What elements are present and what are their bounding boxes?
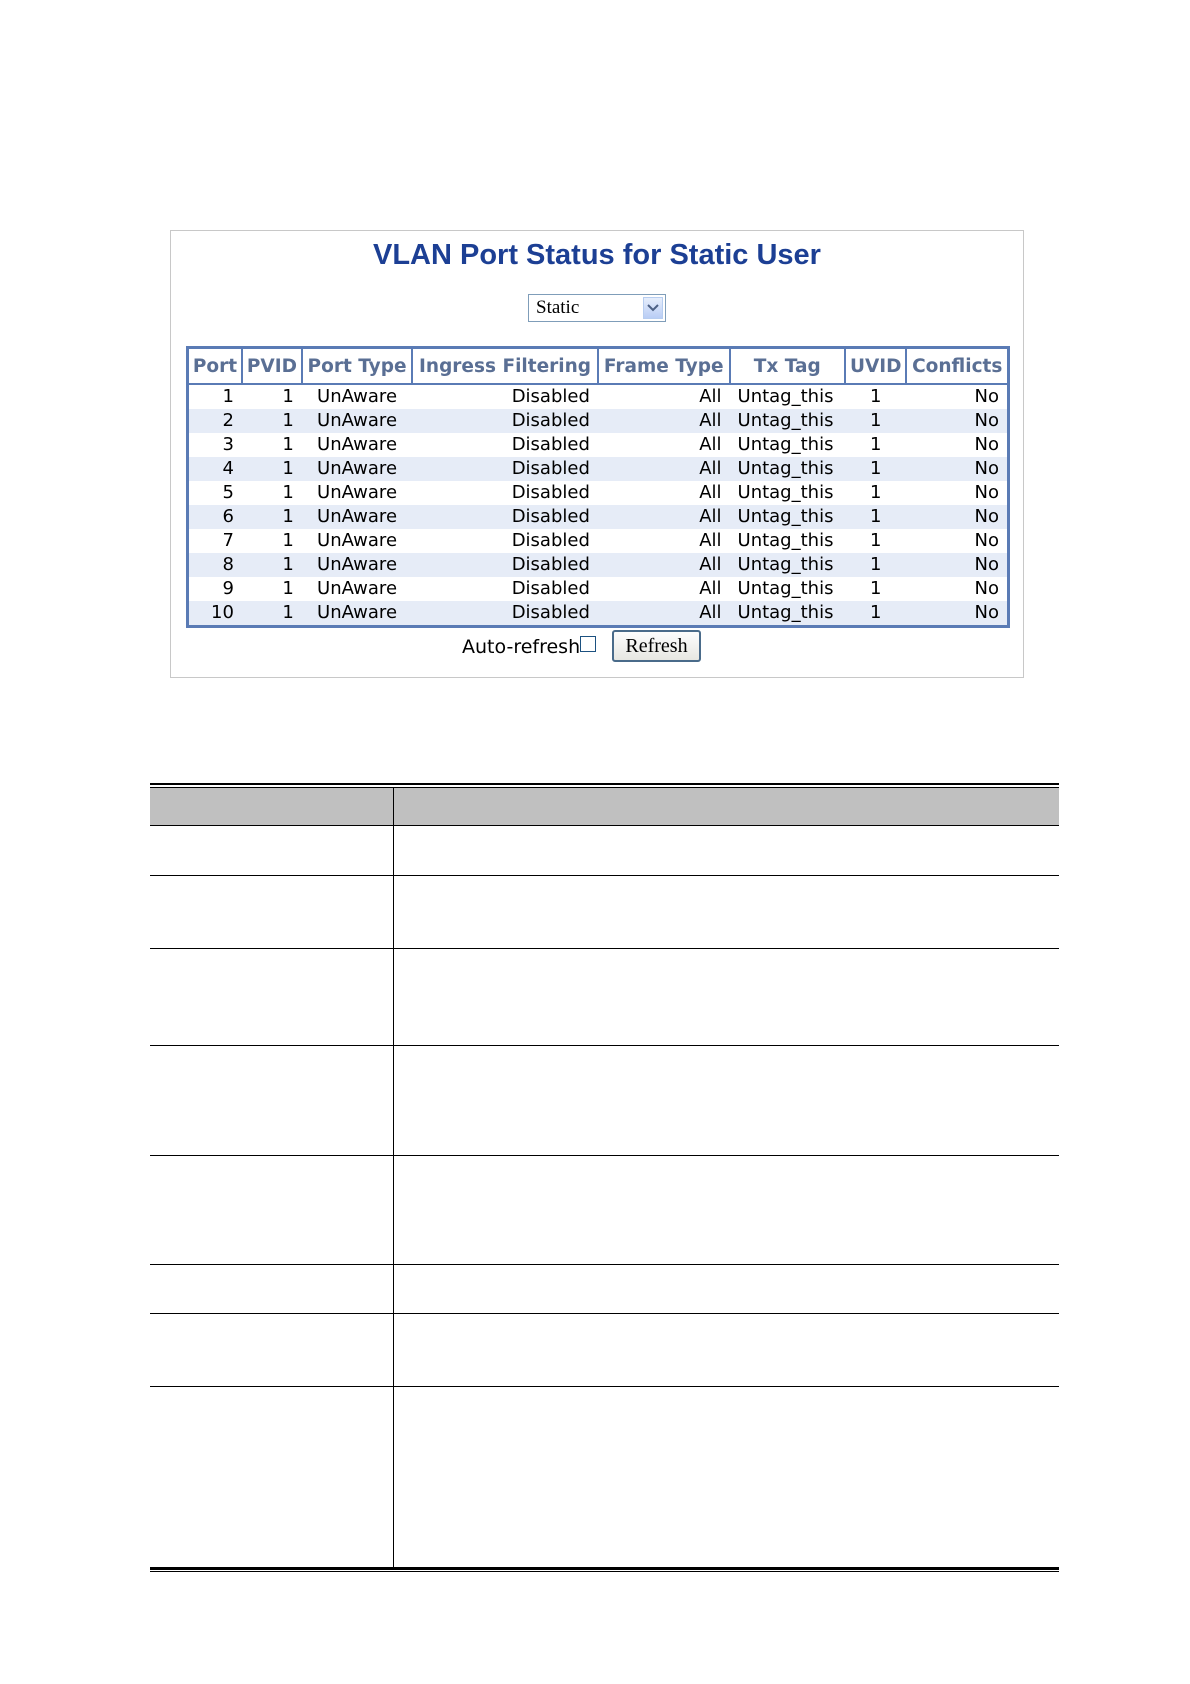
cell-frame: All: [598, 505, 730, 529]
cell-tx: Untag_this: [730, 577, 845, 601]
col-tx-tag: Tx Tag: [730, 348, 845, 385]
table-row: [150, 1265, 1059, 1314]
cell-port: 2: [188, 409, 242, 433]
cell-port: 7: [188, 529, 242, 553]
col-pvid: PVID: [242, 348, 302, 385]
cell-ingr: Disabled: [412, 433, 598, 457]
cell-tx: Untag_this: [730, 505, 845, 529]
cell-ingr: Disabled: [412, 529, 598, 553]
col-uvid: UVID: [845, 348, 906, 385]
table-row: [150, 1156, 1059, 1265]
cell-pvid: 1: [242, 529, 302, 553]
desc-table-cell: [150, 788, 394, 825]
cell-pvid: 1: [242, 409, 302, 433]
cell-frame: All: [598, 481, 730, 505]
col-ingress-filtering: Ingress Filtering: [412, 348, 598, 385]
cell-conf: No: [906, 433, 1008, 457]
cell-uvid: 1: [845, 409, 906, 433]
cell-conf: No: [906, 601, 1008, 627]
table-row: [188, 481, 1009, 505]
cell-uvid: 1: [845, 433, 906, 457]
cell-port: 3: [188, 433, 242, 457]
cell-uvid: 1: [845, 601, 906, 627]
desc-table-cell: [150, 1156, 394, 1264]
cell-type: UnAware: [302, 553, 412, 577]
cell-uvid: 1: [845, 529, 906, 553]
cell-ingr: Disabled: [412, 577, 598, 601]
cell-port: 10: [188, 601, 242, 627]
cell-type: UnAware: [302, 529, 412, 553]
cell-tx: Untag_this: [730, 457, 845, 481]
cell-pvid: 1: [242, 577, 302, 601]
desc-table-cell: [150, 949, 394, 1045]
cell-type: UnAware: [302, 481, 412, 505]
cell-pvid: 1: [242, 457, 302, 481]
cell-frame: All: [598, 384, 730, 409]
cell-frame: All: [598, 457, 730, 481]
cell-conf: No: [906, 505, 1008, 529]
cell-type: UnAware: [302, 433, 412, 457]
table-row: [188, 505, 1009, 529]
cell-uvid: 1: [845, 577, 906, 601]
cell-port: 9: [188, 577, 242, 601]
table-header-row: [188, 348, 1009, 385]
cell-conf: No: [906, 481, 1008, 505]
cell-tx: Untag_this: [730, 529, 845, 553]
table-row: [188, 553, 1009, 577]
cell-type: UnAware: [302, 384, 412, 409]
cell-tx: Untag_this: [730, 433, 845, 457]
cell-type: UnAware: [302, 577, 412, 601]
table-row: [188, 529, 1009, 553]
cell-port: 8: [188, 553, 242, 577]
cell-frame: All: [598, 529, 730, 553]
desc-table-header: [150, 788, 1059, 826]
col-frame-type: Frame Type: [598, 348, 730, 385]
col-conflicts: Conflicts: [906, 348, 1008, 385]
cell-ingr: Disabled: [412, 481, 598, 505]
user-type-select[interactable]: [528, 294, 666, 322]
table-row: [188, 384, 1009, 409]
cell-uvid: 1: [845, 505, 906, 529]
cell-pvid: 1: [242, 433, 302, 457]
table-row: [188, 409, 1009, 433]
cell-conf: No: [906, 457, 1008, 481]
cell-frame: All: [598, 601, 730, 627]
refresh-bar: [171, 630, 1023, 666]
table-row: [150, 876, 1059, 949]
cell-type: UnAware: [302, 457, 412, 481]
cell-pvid: 1: [242, 481, 302, 505]
cell-pvid: 1: [242, 384, 302, 409]
cell-uvid: 1: [845, 553, 906, 577]
cell-uvid: 1: [845, 384, 906, 409]
table-row: [150, 826, 1059, 876]
user-type-select-value: Static: [536, 297, 580, 318]
cell-frame: All: [598, 577, 730, 601]
auto-refresh-checkbox[interactable]: [580, 636, 596, 652]
cell-port: 4: [188, 457, 242, 481]
cell-frame: All: [598, 553, 730, 577]
cell-conf: No: [906, 553, 1008, 577]
description-table: [150, 788, 1059, 1567]
cell-tx: Untag_this: [730, 481, 845, 505]
desc-table-cell: [150, 1046, 394, 1155]
cell-type: UnAware: [302, 409, 412, 433]
cell-ingr: Disabled: [412, 384, 598, 409]
cell-tx: Untag_this: [730, 553, 845, 577]
cell-tx: Untag_this: [730, 601, 845, 627]
desc-table-cell: [150, 826, 394, 875]
table-row: [188, 433, 1009, 457]
cell-pvid: 1: [242, 553, 302, 577]
auto-refresh-label: Auto-refresh: [462, 636, 581, 658]
cell-frame: All: [598, 433, 730, 457]
page-title: VLAN Port Status for Static User: [373, 239, 821, 271]
cell-ingr: Disabled: [412, 409, 598, 433]
table-row: [150, 1046, 1059, 1156]
cell-type: UnAware: [302, 601, 412, 627]
cell-pvid: 1: [242, 505, 302, 529]
table-row: [188, 601, 1009, 627]
desc-table-cell: [150, 1265, 394, 1313]
table-row: [150, 949, 1059, 1046]
desc-table-cell: [150, 876, 394, 948]
cell-uvid: 1: [845, 457, 906, 481]
cell-port: 1: [188, 384, 242, 409]
cell-uvid: 1: [845, 481, 906, 505]
chevron-down-icon[interactable]: [643, 297, 663, 319]
cell-conf: No: [906, 529, 1008, 553]
vlan-port-status-table: [186, 346, 1010, 628]
cell-conf: No: [906, 384, 1008, 409]
col-port: Port: [188, 348, 242, 385]
cell-ingr: Disabled: [412, 505, 598, 529]
cell-conf: No: [906, 577, 1008, 601]
desc-table-bottom-border: [150, 1567, 1059, 1572]
cell-frame: All: [598, 409, 730, 433]
vlan-port-status-panel: [170, 230, 1024, 678]
refresh-button[interactable]: Refresh: [612, 630, 701, 662]
cell-tx: Untag_this: [730, 384, 845, 409]
table-row: [150, 1314, 1059, 1387]
cell-pvid: 1: [242, 601, 302, 627]
cell-conf: No: [906, 409, 1008, 433]
cell-port: 6: [188, 505, 242, 529]
table-row: [188, 577, 1009, 601]
cell-port: 5: [188, 481, 242, 505]
table-row: [150, 1387, 1059, 1567]
col-port-type: Port Type: [302, 348, 412, 385]
cell-ingr: Disabled: [412, 601, 598, 627]
table-row: [188, 457, 1009, 481]
cell-tx: Untag_this: [730, 409, 845, 433]
cell-ingr: Disabled: [412, 457, 598, 481]
cell-ingr: Disabled: [412, 553, 598, 577]
desc-table-cell: [150, 1314, 394, 1386]
cell-type: UnAware: [302, 505, 412, 529]
desc-table-cell: [150, 1387, 394, 1567]
